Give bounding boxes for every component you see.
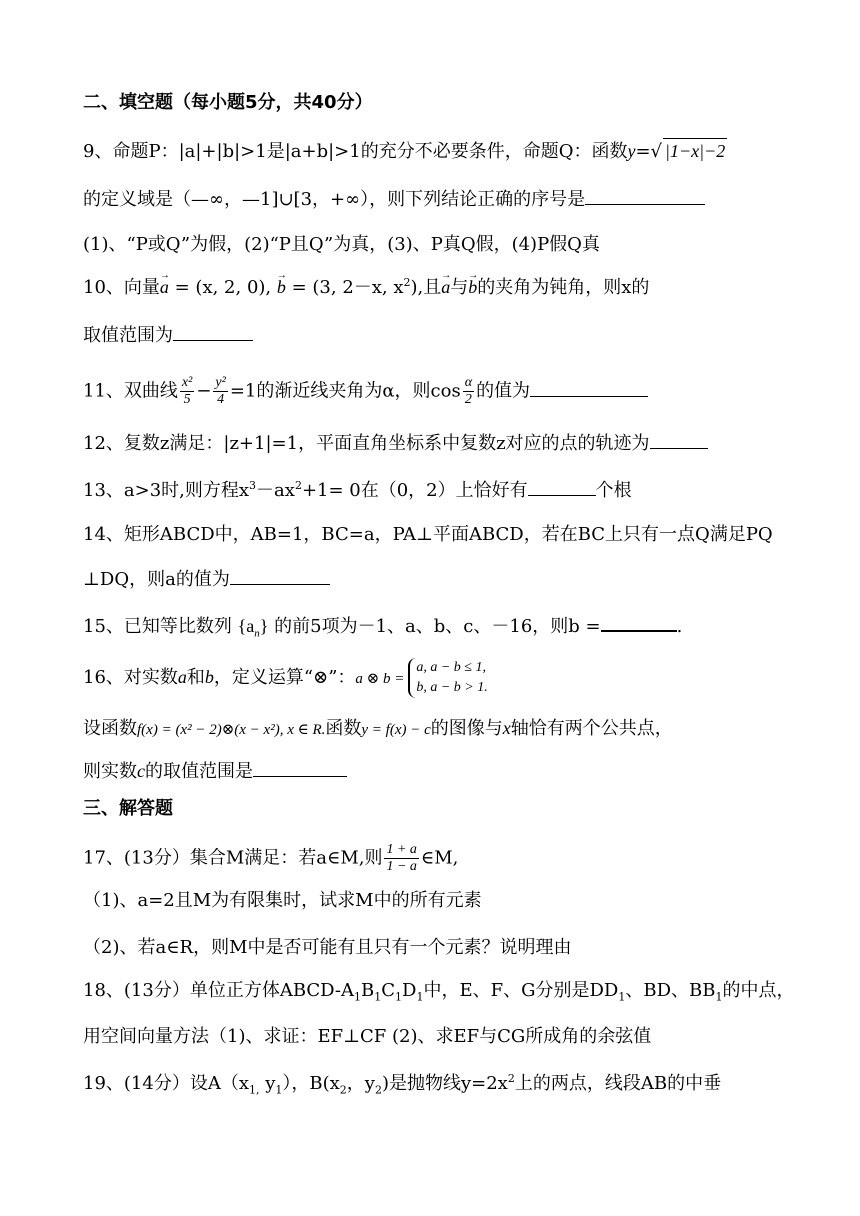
vector-a: → a [160, 275, 169, 299]
question-18-line-2: 用空间向量方法（1)、求证：EF⊥CF (2)、求EF与CG所成角的余弦值 [83, 1026, 652, 1047]
question-9-line-3: (1)、“P或Q”为假，(2)“P且Q”为真，(3)、P真Q假，(4)P假Q真 [83, 234, 600, 255]
question-15: 15、已知等比数列 $\{a_n\}$ 的前5项为－1、a、b、c、－16，则b = . [83, 612, 783, 639]
question-18-line-1: 18、(13分）单位正方体ABCD-$A_1B_1C_1D_1$中，E、F、G分别是$DD_1$、BD、$BB_1$的中点， [83, 980, 795, 1004]
question-14-line-2: ⊥DQ，则a的值为 [83, 566, 783, 592]
answer-blank-12[interactable] [650, 430, 708, 449]
answer-blank-10[interactable] [173, 322, 253, 341]
question-16-line-1: 16、对实数a和b，定义运算“⊗”：a ⊗ b = a, a − b ≤ 1, b, a − b > 1. [83, 658, 783, 698]
vector-b: → b [277, 275, 286, 299]
question-17-line-3: （2)、若a∈R，则M中是否可能有且只有一个元素？说明理由 [83, 937, 572, 958]
question-9-line-1: 9、命题P：|a|+|b|>1是|a+b|>1的充分不必要条件，命题Q：函数y=√ |1−x|−2 [83, 138, 783, 164]
answer-blank-16[interactable] [253, 758, 347, 777]
question-16-line-2: 设函数f(x) = (x² − 2)⊗(x − x²), x ∈ R.函数y = f(x) − c的图像与x轴恰有两个公共点， [83, 718, 673, 739]
radicand: |1−x|−2 [663, 138, 727, 163]
fraction-x2-5: $\frac{\text{x²}}{5}$ [181, 375, 193, 407]
function-y: y [627, 141, 636, 161]
question-13: 13、a>3时,则方程$x^3-ax^2+1= 0$在（0，2）上恰好有 个根 [83, 479, 632, 501]
question-17-line-2: （1)、a=2且M为有限集时，试求M中的所有元素 [83, 890, 482, 911]
answer-blank-13[interactable] [528, 477, 596, 496]
answer-blank-9[interactable] [585, 186, 705, 205]
answer-blank-11[interactable] [530, 378, 648, 397]
question-11: 11、双曲线 $\frac{\text{x²}}{5}$ − $\frac{\text{y²}}{4}$ =1的渐近线夹角为α，则cos $\frac{\alpha}{2}$ 的值为 [83, 375, 783, 408]
question-14-line-1: 14、矩形ABCD中，AB=1，BC=a，PA⊥平面ABCD，若在BC上只有一点Q满足PQ [83, 524, 773, 545]
section-heading-answer: 三、解答题 [83, 798, 173, 819]
piecewise-cases: a, a − b ≤ 1, b, a − b > 1. [408, 658, 487, 698]
question-12: 12、复数z满足：|z+1|=1，平面直角坐标系中复数z对应的点的轨迹为 [83, 430, 783, 456]
fraction-alpha-2: $\frac{\alpha}{2}$ [464, 375, 473, 407]
answer-blank-14[interactable] [230, 566, 330, 585]
question-16-line-3: 则实数c的取值范围是 [83, 758, 783, 784]
fraction-1a: $\frac{1 + a}{1 - a}$ [386, 842, 417, 874]
sequence-an: $\{a_n\}$ [237, 616, 269, 640]
section-heading-fill-in: 二、填空题（每小题5分，共40分） [83, 92, 373, 113]
function-f-definition: f(x) = (x² − 2)⊗(x − x²), x ∈ R. [137, 722, 326, 738]
question-10-line-1: 10、向量→ a = (x, 2, 0), → b = (3, 2－x, $x^2$),且→ a与→ b的夹角为钝角，则x的 [83, 275, 783, 300]
question-10-line-2: 取值范围为 [83, 322, 783, 348]
fraction-y2-4: $\frac{\text{y²}}{4}$ [215, 375, 226, 407]
question-19-line-1: 19、(14分）设$A(x_{1,}$ $y_1$），$B(x_2$，$y_2$)是抛物线$y=2x^2$上的两点，线段AB的中垂 [83, 1072, 722, 1097]
question-9-line-2: 的定义域是（—∞，—1]∪[3，+∞），则下列结论正确的序号是 [83, 186, 783, 212]
answer-blank-15[interactable] [601, 612, 677, 632]
operation-definition: a ⊗ b = [355, 671, 405, 687]
question-17-line-1: 17、(13分）集合M满足：若a∈M,则 $\frac{1 + a}{1 - a}$ ∈M, [83, 842, 459, 874]
